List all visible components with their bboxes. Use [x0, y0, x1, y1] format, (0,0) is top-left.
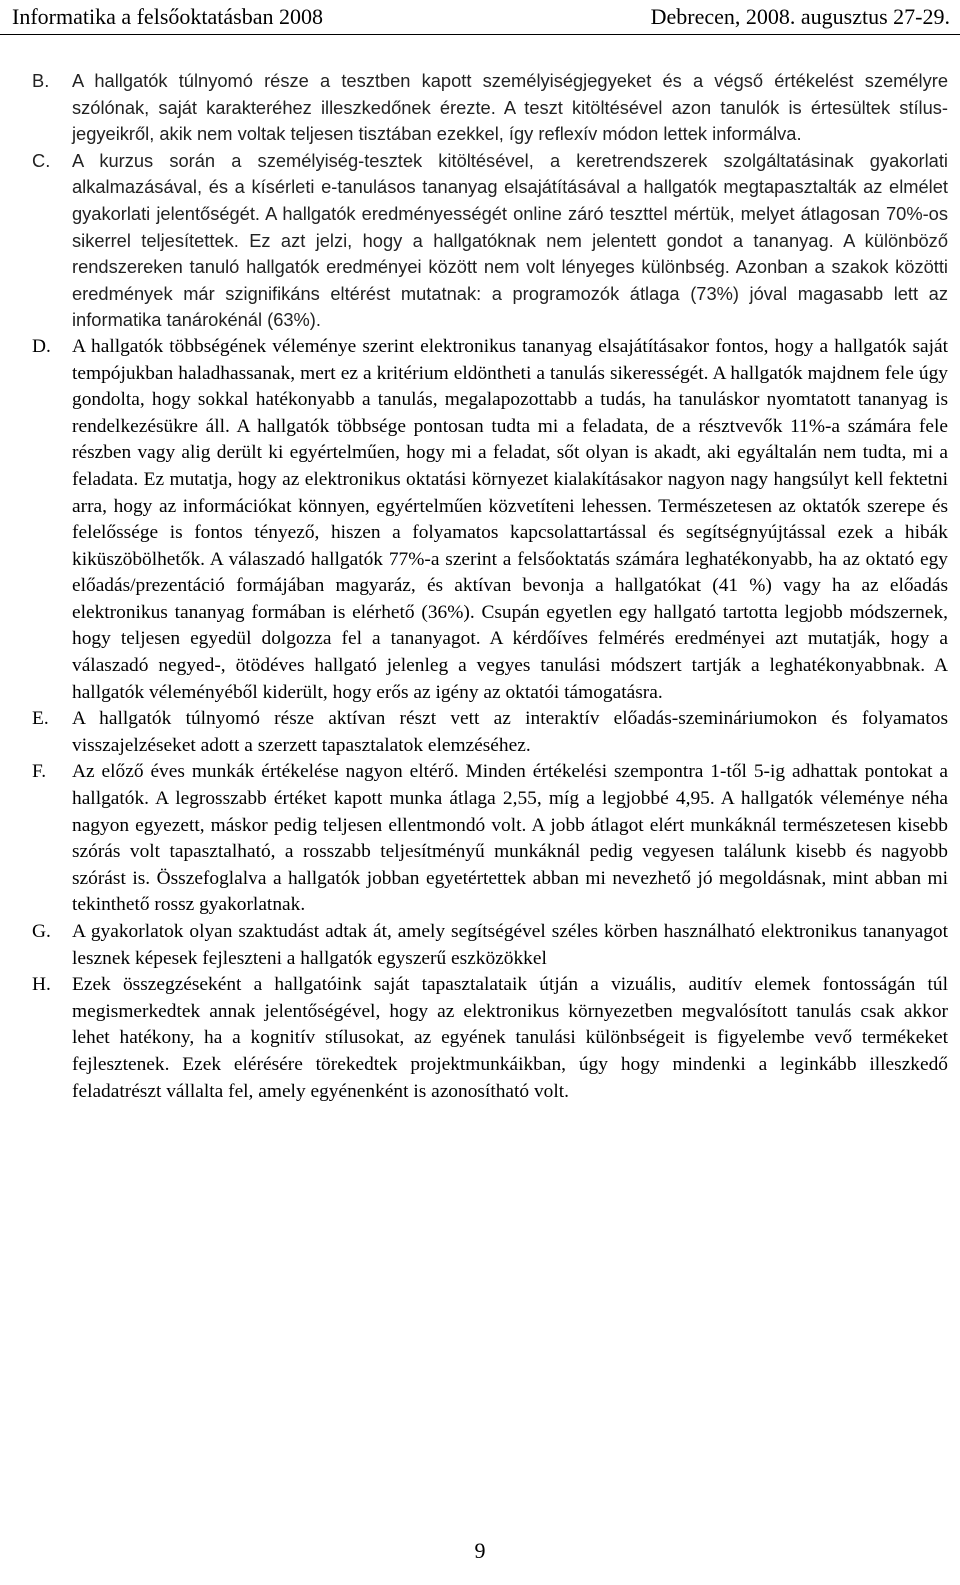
page-number: 9: [474, 1538, 486, 1563]
list-item-b: [32, 68, 948, 148]
list-item-text: A gyakorlatok olyan szaktudást adtak át, amely segítségével széles körben használható elektronikus tananyagot lesznek képesek fejleszteni a hallgatók egyszerű eszközökkel: [72, 921, 948, 969]
header-conference-title: Informatika a felsőoktatásban 2008: [12, 4, 323, 29]
list-item-g: [32, 919, 948, 972]
list-item-letter: B.: [32, 70, 50, 91]
list-item-text: Ezek összegzéseként a hallgatóink saját tapasztalataik útján a vizuális, auditív elemek fontosságán túl megismerkedtek annak jelentőségével, hogy az elektronikus környezetben megvalósított tanulás csak akkor lehet hatékony, ha a kognitív stílusokat, az egyének tanulási különbségeit is figyelembe vevő termékeket fejlesztenek. Ezek elérésére törekedtek projektmunkáikban, úgy hogy mindenki a leginkább illeszkedő feladatrészt vállalta fel, amely egyénenként is azonosítható volt.: [72, 974, 948, 1102]
list-item-text: A kurzus során a személyiség-tesztek kitöltésével, a keretrendszerek szolgáltatásinak gyakorlati alkalmazásával, és a kísérleti e-tanulásos tananyag elsajátításával a hallgatók megtapasztalták az elmélet gyakorlati jelentőségét. A hallgatók eredményességét online záró teszttel mértük, melyet átlagosan 70%-os sikerrel teljesítettek. Ez azt jelzi, hogy a hallgatóknak nem jelentett gondot a tananyag. A különböző rendszereken tanuló hallgatók eredményei között nem volt lényeges különbség. Azonban a szakok közötti eredmények már szignifikáns eltérést mutatnak: a programozók átlaga (73%) jóval magasabb lett az informatika tanárokénál (63%).: [72, 149, 948, 331]
list-item-letter: G.: [32, 921, 51, 942]
list-item-text: A hallgatók túlnyomó része aktívan részt vett az interaktív előadás-szemináriumokon és folyamatos visszajelzéseket adott a szerzett tapasztalatok elemzéséhez.: [72, 708, 948, 756]
list-item-c: [32, 148, 948, 334]
list-item-letter: C.: [32, 149, 51, 171]
list-item-d: [32, 334, 948, 706]
list-item-letter: E.: [32, 708, 49, 730]
findings-list: [32, 68, 948, 1105]
list-item-letter: H.: [32, 974, 51, 996]
list-item-e: [32, 706, 948, 759]
list-item-h: [32, 972, 948, 1105]
list-item-letter: F.: [32, 761, 47, 783]
header-location-date: Debrecen, 2008. augusztus 27-29.: [650, 4, 950, 29]
list-item-text: Az előző éves munkák értékelése nagyon eltérő. Minden értékelési szempontra 1-től 5-ig adhattak pontokat a hallgatók. A legrosszabb értéket kapott munka átlaga 2,55, míg a legjobbé 4,95. A hallgatók véleménye néha nagyon egyezett, máskor pedig teljesen ellentmondó volt. A jobb átlagot elért munkáknál természetesen kisebb szórás volt tapasztalható, a rosszabb teljesítményű munkáknál pedig vegyesen találunk kisebb és nagyobb szórást is. Összefoglalva a hallgatók jobban egyetértettek abban mi nevezhető jó megoldásnak, mint abban mi tekinthető rossz gyakorlatnak.: [72, 761, 948, 916]
list-item-letter: D.: [32, 335, 51, 357]
list-item-text: A hallgatók többségének véleménye szerint elektronikus tananyag elsajátításakor fontos, hogy a hallgatók saját tempójukban haladhassanak, mert ez a kritérium eldöntheti a tanulás sikerességét. A hallgatók majdnem fele úgy gondolta, hogy sokkal hatékonyabb a tanulás, megalapozottabb a tudás, ha tanuláskor nyomtatott tananyag is rendelkezésükre áll. A hallgatók többsége pontosan tudta mi a feladata, de a résztvevők 11%-a számára fele részben vagy alig derült ki egyértelműen, hogy mi a feladat, sőt olyan is akadt, aki egyáltalán nem tudta, mi a feladata. Ez mutatja, hogy az elektronikus oktatási környezet kialakításakor nagyon nagy hangsúlyt kell fektetni arra, hogy az információkat könnyen, egyértelműen közvetíteni lehessen. Természetesen az oktatók szerepe és felelőssége is fontos tényező, hiszen a folyamatos kapcsolattartással és segítségnyújtással ezek a hibák kiküszöbölhetők. A válaszadó hallgatók 77%-a szerint a felsőoktatás számára leghatékonyabb, ha az oktató egy előadás/prezentáció formájában magyaráz, és aktívan bevonja a hallgatókat (41 %) vagy ha az előadás elektronikus tananyag formában is elérhető (36%). Csupán egyetlen egy hallgató tartotta legjobb módszernek, hogy teljesen egyedül dolgozza fel a tananyagot. A kérdőíves felmérés eredményei azt mutatják, hogy a válaszadó negyed-, ötödéves hallgató jelenleg a vegyes tanulási módszert tartják a leghatékonyabbnak. A hallgatók véleményéből kiderült, hogy erős az igény az oktatói támogatásra.: [72, 335, 948, 703]
list-item-f: [32, 759, 948, 919]
header-divider: [0, 34, 960, 35]
list-item-text: A hallgatók túlnyomó része a tesztben kapott személyiségjegyeket és a végső értékelést személyre szólónak, saját karakteréhez illeszkedőnek érezte. A teszt kitöltésével azon tanulók is értesültek stílus-jegyeikről, akik nem voltak teljesen tisztában ezekkel, így reflexív módon lettek informálva.: [72, 70, 948, 145]
page-header: [0, 0, 960, 34]
